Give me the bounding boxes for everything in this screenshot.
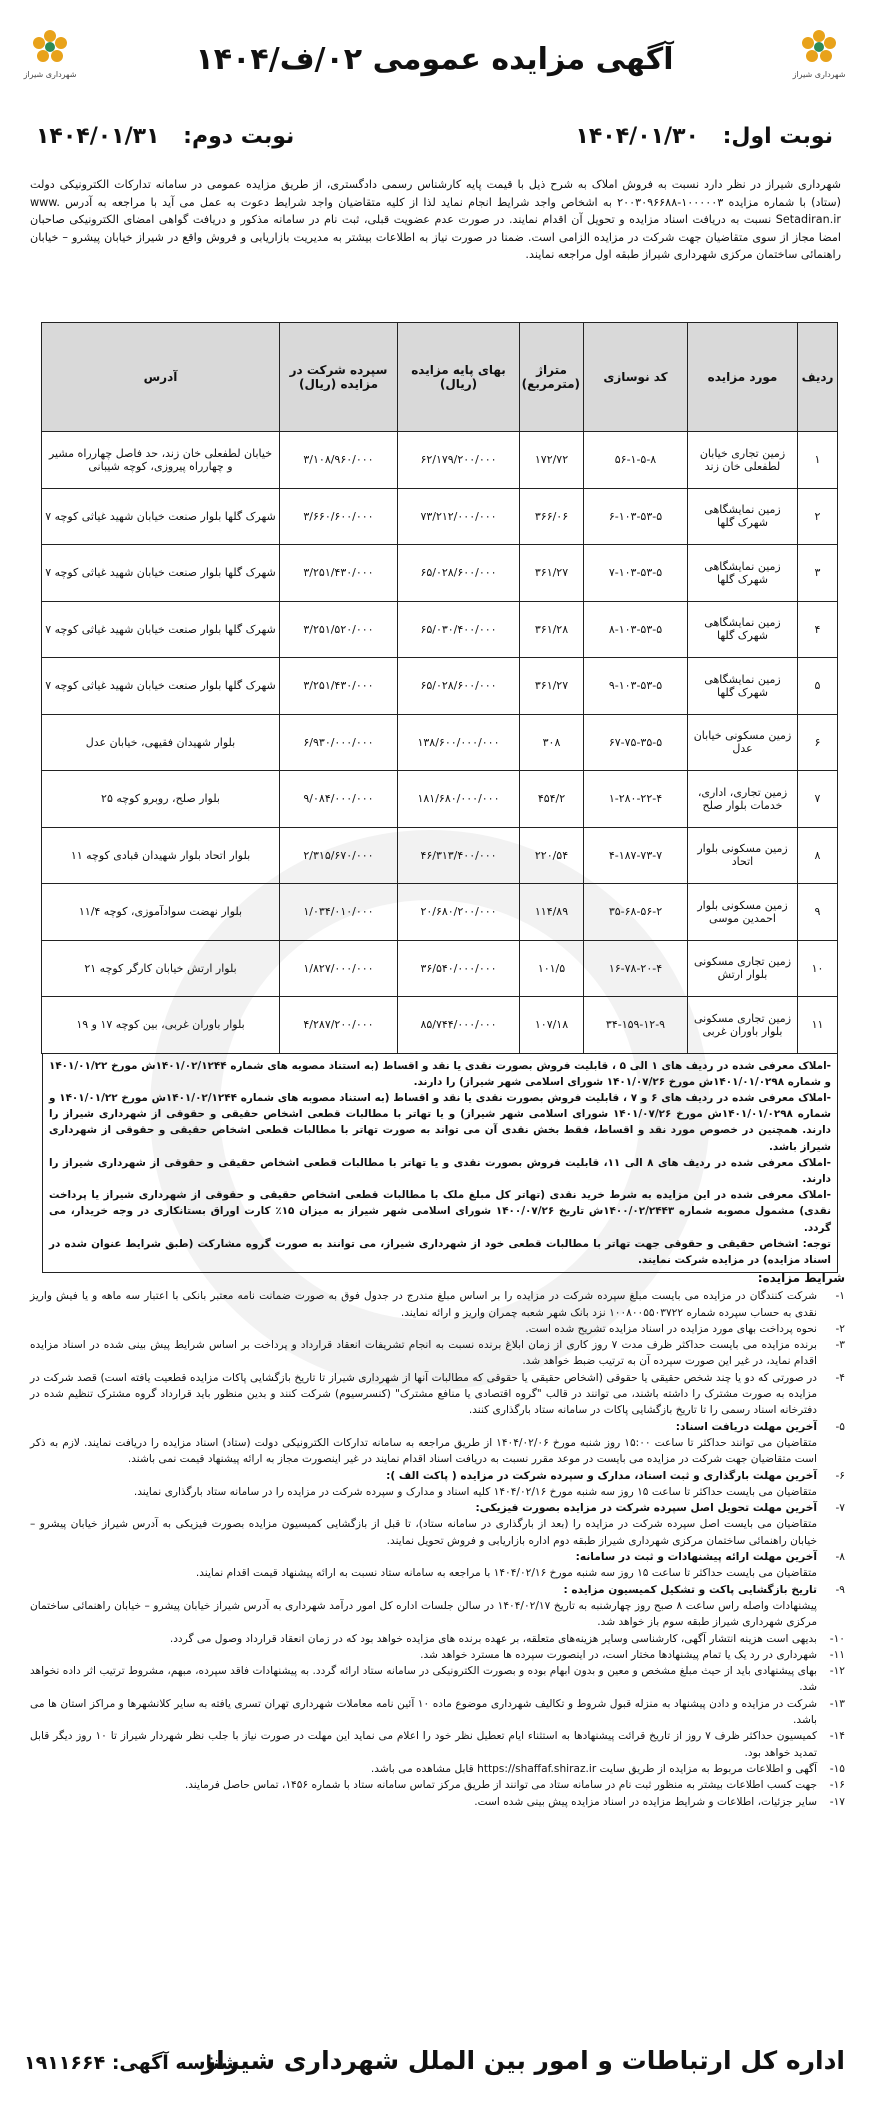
cell-deposit: ۱/۰۳۴/۰۱۰/۰۰۰ (280, 884, 398, 941)
condition-item (30, 1761, 845, 1777)
col-code: کد نوسازی (584, 323, 688, 432)
cell-base-price: ۱۸۱/۶۸۰/۰۰۰/۰۰۰ (398, 771, 520, 828)
notice-id-label: شناسه آگهی: (111, 2052, 240, 2074)
cell-renewal-code: ۱۶-۷۸-۲۰-۴ (584, 940, 688, 997)
condition-text: شهرداری در رد یک یا تمام پیشنهادها مختار است، در اینصورت سپرده ها مسترد خواهد شد. (420, 1648, 817, 1661)
cell-address: بلوار اتحاد بلوار شهیدان قبادی کوچه ۱۱ (42, 827, 280, 884)
cell-base-price: ۶۵/۰۲۸/۶۰۰/۰۰۰ (398, 658, 520, 715)
cell-area: ۳۶۱/۲۷ (520, 658, 584, 715)
condition-item (30, 1794, 845, 1810)
condition-number: ۶- (835, 1469, 845, 1482)
table-row (42, 432, 838, 489)
condition-number: ۱۴- (829, 1730, 845, 1743)
table-row (42, 714, 838, 771)
cell-subject: زمین نمایشگاهی شهرک گلها (688, 545, 798, 602)
condition-number: ۱۲- (829, 1665, 845, 1678)
cell-address: بلوار نهضت سوادآموزی، کوچه ۱۱/۴ (42, 884, 280, 941)
footer (24, 2046, 845, 2086)
condition-item (30, 1288, 845, 1321)
condition-text: جهت کسب اطلاعات بیشتر به منظور ثبت نام در سامانه ستاد می توانند از طریق مرکز تماس سامانه ستاد با شماره ۱۴۵۶، تماس حاصل فرمایند. (184, 1779, 817, 1792)
table-row (42, 997, 838, 1054)
condition-item (30, 1647, 845, 1663)
condition-text: پیشنهادات واصله راس ساعت ۸ صبح روز چهارشنبه به تاریخ ۱۴۰۴/۰۲/۱۷ در سالن جلسات اداره کل امور درآمد شهرداری به آدرس شیراز خیابان پیشرو – خیابان راهنمائی ساختمان مرکزی شهرداری شیراز طبقه سوم باز خواهد شد. (30, 1599, 817, 1629)
col-area: متراژ (مترمربع) (520, 323, 584, 432)
condition-number (817, 1565, 845, 1581)
condition-number: ۷- (835, 1502, 845, 1515)
cell-row-number: ۹ (798, 884, 838, 941)
condition-number (817, 1516, 845, 1549)
cell-address: بلوار ارتش خیابان کارگر کوچه ۲۱ (42, 940, 280, 997)
condition-text: سایر جزئیات، اطلاعات و شرایط مزایده در اسناد مزایده پیش بینی شده است. (474, 1795, 817, 1808)
condition-item (30, 1419, 845, 1435)
condition-number: ۱- (835, 1290, 845, 1303)
cell-address: خیابان لطفعلی خان زند، حد فاصل چهارراه مشیر و چهارراه پیروزی، کوچه شیبانی (42, 432, 280, 489)
table-note: -املاک معرفی شده در این مزایده به شرط خرید نقدی (تهاتر کل مبلغ ملک با مطالبات قطعی اشخاص حقیقی و حقوقی از شهرداری شیراز یا پرداخت نقدی) مشمول مصوبه شماره ۱۴۰۰/۰۲/۲۴۴۳ش تاریخ ۱۴۰۰/۰۷/۲۶ شورای اسلامی شهر شیراز به میزان ۱۵٪ کارت اوراق بستانکاری در وجه خریدار، می گردد. (49, 1189, 832, 1234)
condition-text: در صورتی که دو یا چند شخص حقیقی یا حقوقی (اشخاص حقیقی یا حقوقی که مطالبات آنها از شهرداری شیراز تا تاریخ بازگشایی پاکات مزایده قطعیت یافته است) قصد شرکت در مزایده به صورت مشترک را داشته باشند، می توانند در قالب "گروه اقتصادی یا منافع مشترک" (کنسرسیوم) شرکت کنند و بدین منظور باید قرارداد گروه مشترک تنظیم شده در دفترخانه اسناد رسمی را تا تاریخ بازگشایی پاکات در سامانه ستاد بارگذاری کنند. (30, 1371, 817, 1417)
col-deposit: سپرده شرکت در مزایده (ریال) (280, 323, 398, 432)
condition-text: آخرین مهلت دریافت اسناد: (675, 1420, 817, 1433)
intro-paragraph: شهرداری شیراز در نظر دارد نسبت به فروش املاک به شرح ذیل با قیمت پایه کارشناس رسمی دادگستری، از طریق مزایده عمومی در سامانه تدارکات الکترونیکی دولت (ستاد) با شماره مزایده ۱۰۰۰۰۰۳-۲۰۰۳۰۹۶۶۸۸ به اشخاص واجد شرایط انجام نماید لذا از کلیه متقاضیان واجد شرایط دعوت به عمل می آید با مراجعه به آدرس www. Setadiran.ir نسبت به دریافت اسناد مزایده و تحویل آن اقدام نمایند. در صورت عدم عضویت قبلی، ثبت نام در سامانه مذکور و دریافت گواهی امضای الکترونیکی صاحبان امضا مجاز از سوی متقاضیان جهت شرکت در مزایده الزامی است. ضمنا در صورت نیاز به اطلاعات بیشتر به مدیریت بازاریابی و فروش واقع در شیراز خیابان پیشرو – خیابان راهنمائی ساختمان مرکزی شهرداری شیراز طبقه اول مراجعه نمایند. (30, 178, 841, 261)
table-notes (42, 1054, 838, 1274)
cell-address: بلوار صلح، روبرو کوچه ۲۵ (42, 771, 280, 828)
condition-text: نحوه پرداخت بهای مورد مزایده در اسناد مزایده تشریح شده است. (525, 1322, 817, 1335)
cell-area: ۳۶۱/۲۷ (520, 545, 584, 602)
table-row (42, 940, 838, 997)
cell-row-number: ۳ (798, 545, 838, 602)
table-row (42, 771, 838, 828)
cell-area: ۱۰۷/۱۸ (520, 997, 584, 1054)
condition-text: متقاضیان می بایست اصل سپرده شرکت در مزایده را (بعد از بارگذاری در سامانه ستاد)، تا قبل از بازگشایی کمیسیون مزایده بصورت فیزیکی به آدرس شیراز خیابان پیشرو – خیابان راهنمائی ساختمان مرکزی شهرداری شیراز طبقه دوم اداره بازاریابی و فروش تحویل نمایند. (30, 1518, 817, 1547)
condition-item (30, 1435, 845, 1468)
second-date: ۱۴۰۴/۰۱/۳۱ (36, 124, 160, 149)
cell-address: شهرک گلها بلوار صنعت خیابان شهید غیاثی کوچه ۷ (42, 488, 280, 545)
condition-text: تاریخ بازگشایی پاکت و تشکیل کمیسیون مزایده : (563, 1583, 817, 1596)
notice-id (24, 2052, 239, 2074)
cell-renewal-code: ۹-۱۰۳-۵۳-۵ (584, 658, 688, 715)
cell-area: ۲۲۰/۵۴ (520, 827, 584, 884)
cell-address: شهرک گلها بلوار صنعت خیابان شهید غیاثی کوچه ۷ (42, 658, 280, 715)
cell-row-number: ۵ (798, 658, 838, 715)
auction-table (42, 322, 838, 1273)
cell-deposit: ۳/۱۰۸/۹۶۰/۰۰۰ (280, 432, 398, 489)
cell-subject: زمین مسکونی بلوار احمدین موسی (688, 884, 798, 941)
condition-number (817, 1484, 845, 1500)
table-row (42, 658, 838, 715)
cell-deposit: ۶/۹۳۰/۰۰۰/۰۰۰ (280, 714, 398, 771)
auction-conditions (30, 1270, 845, 1810)
cell-address: بلوار باوران غربی، بین کوچه ۱۷ و ۱۹ (42, 997, 280, 1054)
second-publication (28, 124, 302, 149)
cell-renewal-code: ۸-۱۰۳-۵۳-۵ (584, 601, 688, 658)
cell-base-price: ۴۶/۳۱۳/۴۰۰/۰۰۰ (398, 827, 520, 884)
condition-text: آخرین مهلت ارائه پیشنهادات و ثبت در سامانه: (575, 1551, 817, 1564)
table-row (42, 488, 838, 545)
table-note: -املاک معرفی شده در ردیف های ۸ الی ۱۱، قابلیت فروش بصورت نقدی و یا تهاتر با مطالبات قطعی اشخاص حقیقی و حقوقی از شهرداری شیراز را دارند. (49, 1156, 831, 1185)
cell-row-number: ۱۱ (798, 997, 838, 1054)
cell-address: شهرک گلها بلوار صنعت خیابان شهید غیاثی کوچه ۷ (42, 601, 280, 658)
condition-text: آخرین مهلت تحویل اصل سپرده شرکت در مزایده بصورت فیزیکی: (475, 1502, 817, 1515)
condition-item (30, 1337, 845, 1370)
cell-renewal-code: ۳۴-۱۵۹-۱۲-۹ (584, 997, 688, 1054)
notice-id-value: ۱۹۱۱۶۶۴ (24, 2052, 106, 2074)
cell-subject: زمین تجاری خیابان لطفعلی خان زند (688, 432, 798, 489)
condition-item (30, 1370, 845, 1419)
cell-deposit: ۳/۲۵۱/۵۲۰/۰۰۰ (280, 601, 398, 658)
cell-base-price: ۷۳/۲۱۲/۰۰۰/۰۰۰ (398, 488, 520, 545)
condition-item (30, 1468, 845, 1484)
condition-item (30, 1598, 845, 1631)
condition-text: متقاضیان می توانند حداکثر تا ساعت ۱۵:۰۰ روز شنبه مورخ ۱۴۰۴/۰۲/۰۶ از طریق مراجعه به سامانه تدارکات الکترونیکی دولت (ستاد) اسناد مزایده را دریافت نمایند. لازم به ذکر است متقاضیان جهت شرکت در مزایده می بایست در موعد مقرر نسبت به دریافت اسناد اقدام نمایند در غیر اینصورت مجاز به ارائه پیشنهاد قیمت نمی باشند. (30, 1436, 817, 1466)
cell-row-number: ۷ (798, 771, 838, 828)
condition-number: ۱۷- (829, 1795, 845, 1808)
cell-base-price: ۲۰/۶۸۰/۲۰۰/۰۰۰ (398, 884, 520, 941)
condition-item (30, 1777, 845, 1793)
cell-row-number: ۱۰ (798, 940, 838, 997)
col-row: ردیف (798, 323, 838, 432)
cell-renewal-code: ۳۵-۶۸-۵۶-۲ (584, 884, 688, 941)
condition-item (30, 1516, 845, 1549)
condition-text: شرکت کنندگان در مزایده می بایست مبلغ سپرده شرکت در مزایده را بر اساس مبلغ مندرج در جدول فوق به صورت ضمانت نامه معتبر بانکی با اعتبار سه ماهه و یا فیش واریز نقدی به حساب سپرده شماره ۱۰۰۸۰۰۵۵۰۳۷۲۲ نزد بانک شهر شعبه چمران واریز و ارائه نمایند. (30, 1290, 817, 1319)
condition-text: متقاضیان می بایست حداکثر تا ساعت ۱۵ روز سه شنبه مورخ ۱۴۰۴/۰۲/۱۶ کلیه اسناد و مدارک و سپرده شرکت در مزایده را در سامانه ستاد بارگذاری نمایند. (133, 1485, 817, 1498)
cell-base-price: ۳۶/۵۴۰/۰۰۰/۰۰۰ (398, 940, 520, 997)
cell-subject: زمین مسکونی بلوار اتحاد (688, 827, 798, 884)
cell-deposit: ۳/۶۶۰/۶۰۰/۰۰۰ (280, 488, 398, 545)
table-note: -املاک معرفی شده در ردیف های ۶ و ۷ ، قابلیت فروش بصورت نقدی یا نقد و اقساط (به استناد مصوبه های شماره ۱۴۰۱/۰۲/۱۲۴۴ش مورخ ۱۴۰۱/۰۱/۲۲ و شماره ۱۴۰۱/۰۱/۰۲۹۸ش مورخ ۱۴۰۱/۰۷/۲۶ شورای اسلامی شهر شیراز) و یا تهاتر با مطالبات قطعی اشخاص حقیقی و حقوقی از شهرداری شیراز را دارند. همچنین در خصوص مورد نقد و اقساط، فقط بخش نقدی آن می تواند به صورت تهاتر با مطالبات قطعی اشخاص حقیقی و حقوقی از شهرداری شیراز باشد. (49, 1091, 832, 1153)
cell-subject: زمین تجاری، اداری، خدمات بلوار صلح (688, 771, 798, 828)
condition-item (30, 1631, 845, 1647)
second-label: نوبت دوم: (183, 124, 295, 149)
first-publication (567, 124, 841, 149)
col-base-price: بهای پایه مزایده (ریال) (398, 323, 520, 432)
table-header-row (42, 323, 838, 432)
logo-caption: شهرداری شیراز (23, 70, 77, 79)
condition-text: کمیسیون حداکثر ظرف ۷ روز از تاریخ قرائت پیشنهادها به استثناء ایام تعطیل نظر خود را اعلام می نماید این مهلت در صورت نیاز با جلب نظر شهردار شیراز تا ۱۰ روز دیگر قابل تمدید خواهد بود. (30, 1730, 818, 1759)
cell-deposit: ۳/۲۵۱/۴۳۰/۰۰۰ (280, 545, 398, 602)
condition-number (817, 1435, 845, 1468)
condition-number: ۸- (835, 1551, 845, 1564)
cell-area: ۳۶۱/۲۸ (520, 601, 584, 658)
condition-number: ۱۶- (829, 1779, 845, 1792)
cell-subject: زمین تجاری مسکونی بلوار ارتش (688, 940, 798, 997)
col-subject: مورد مزایده (688, 323, 798, 432)
condition-item (30, 1321, 845, 1337)
condition-number: ۵- (835, 1420, 845, 1433)
condition-item (30, 1663, 845, 1696)
condition-item (30, 1549, 845, 1565)
cell-row-number: ۸ (798, 827, 838, 884)
cell-subject: زمین نمایشگاهی شهرک گلها (688, 601, 798, 658)
col-address: آدرس (42, 323, 280, 432)
cell-area: ۳۶۶/۰۶ (520, 488, 584, 545)
table-row (42, 545, 838, 602)
condition-number: ۹- (835, 1583, 845, 1596)
cell-subject: زمین تجاری مسکونی بلوار باوران غربی (688, 997, 798, 1054)
cell-row-number: ۲ (798, 488, 838, 545)
condition-number: ۲- (835, 1322, 845, 1335)
condition-number: ۱۳- (829, 1697, 845, 1710)
cell-deposit: ۲/۳۱۵/۶۷۰/۰۰۰ (280, 827, 398, 884)
condition-text: شرکت در مزایده و دادن پیشنهاد به منزله قبول شروط و تکالیف شهرداری موضوع ماده ۱۰ آئین نامه معاملات شهرداری تهران تسری یافته به سایر کلانشهرها و مراکز استان ها می باشد. (30, 1697, 817, 1727)
condition-item (30, 1582, 845, 1598)
cell-area: ۳۰۸ (520, 714, 584, 771)
condition-text: بهای پیشنهادی باید از حیث مبلغ مشخص و معین و بدون ابهام بوده و بصورت الکترونیکی در سامانه ستاد ارائه گردد. به پیشنهادات فاقد سپرده، مبهم، مشروط ترتیب اثر داده نخواهد شد. (30, 1665, 817, 1694)
condition-number: ۴- (835, 1371, 845, 1384)
condition-number (817, 1598, 845, 1631)
cell-renewal-code: ۴-۱۸۷-۷۳-۷ (584, 827, 688, 884)
first-date: ۱۴۰۴/۰۱/۳۰ (575, 124, 699, 149)
cell-address: شهرک گلها بلوار صنعت خیابان شهید غیاثی کوچه ۷ (42, 545, 280, 602)
condition-item (30, 1565, 845, 1581)
condition-item (30, 1484, 845, 1500)
cell-deposit: ۳/۲۵۱/۴۳۰/۰۰۰ (280, 658, 398, 715)
table-row (42, 601, 838, 658)
cell-row-number: ۱ (798, 432, 838, 489)
cell-base-price: ۸۵/۷۴۴/۰۰۰/۰۰۰ (398, 997, 520, 1054)
cell-area: ۱۷۲/۷۲ (520, 432, 584, 489)
cell-base-price: ۱۳۸/۶۰۰/۰۰۰/۰۰۰ (398, 714, 520, 771)
cell-row-number: ۶ (798, 714, 838, 771)
cell-deposit: ۹/۰۸۴/۰۰۰/۰۰۰ (280, 771, 398, 828)
cell-renewal-code: ۷-۱۰۳-۵۳-۵ (584, 545, 688, 602)
condition-text: برنده مزایده می بایست حداکثر ظرف مدت ۷ روز کاری از زمان ابلاغ برنده نسبت به انجام تشریفات انعقاد قرارداد و پرداخت بر اساس شرایط پیش بینی شده در اسناد مزایده اقدام نماید، در غیر این صورت سپرده آن به ترتیب ضبط خواهد شد. (30, 1339, 817, 1368)
condition-item (30, 1500, 845, 1516)
condition-text: آخرین مهلت بارگذاری و ثبت اسناد، مدارک و سپرده شرکت در مزایده ( پاکت الف ): (386, 1469, 817, 1482)
condition-text: آگهی و اطلاعات مربوط به مزایده از طریق سایت https://shaffaf.shiraz.ir قابل مشاهده می باشد. (370, 1762, 817, 1775)
table-row (42, 827, 838, 884)
cell-row-number: ۴ (798, 601, 838, 658)
cell-deposit: ۱/۸۲۷/۰۰۰/۰۰۰ (280, 940, 398, 997)
first-label: نوبت اول: (722, 124, 833, 149)
cell-area: ۴۵۴/۲ (520, 771, 584, 828)
cell-base-price: ۶۵/۰۳۰/۴۰۰/۰۰۰ (398, 601, 520, 658)
cell-area: ۱۱۴/۸۹ (520, 884, 584, 941)
conditions-heading: شرایط مزایده: (757, 1271, 845, 1285)
cell-subject: زمین مسکونی خیابان عدل (688, 714, 798, 771)
table-note: توجه: اشخاص حقیقی و حقوقی جهت تهاتر با مطالبات قطعی خود از شهرداری شیراز، می توانند به صورت گروه مشارکت (طبق شرایط عنوان شده در اسناد مزایده) در مزایده شرکت نمایند. (49, 1237, 831, 1266)
condition-item (30, 1696, 845, 1729)
cell-area: ۱۰۱/۵ (520, 940, 584, 997)
condition-item (30, 1728, 845, 1761)
cell-base-price: ۶۵/۰۲۸/۶۰۰/۰۰۰ (398, 545, 520, 602)
cell-deposit: ۴/۲۸۷/۲۰۰/۰۰۰ (280, 997, 398, 1054)
table-note: -املاک معرفی شده در ردیف های ۱ الی ۵ ، قابلیت فروش بصورت نقدی یا نقد و اقساط (به استناد مصوبه های شماره ۱۴۰۱/۰۲/۱۲۴۴ش مورخ ۱۴۰۱/۰۱/۲۲ و شماره ۱۴۰۱/۰۱/۰۲۹۸ش مورخ ۱۴۰۱/۰۷/۲۶ شورای اسلامی شهر شیراز) را دارند. (49, 1059, 831, 1088)
condition-number: ۳- (835, 1339, 845, 1352)
cell-renewal-code: ۶-۱۰۳-۵۳-۵ (584, 488, 688, 545)
cell-address: بلوار شهیدان فقیهی، خیابان عدل (42, 714, 280, 771)
logo-caption: شهرداری شیراز (792, 70, 846, 79)
footer-org: اداره کل ارتباطات و امور بین الملل شهرداری شیراز (201, 2046, 845, 2075)
cell-renewal-code: ۱-۲۸۰-۲۲-۴ (584, 771, 688, 828)
condition-text: متقاضیان می بایست حداکثر تا ساعت ۱۵ روز سه شنبه مورخ ۱۴۰۴/۰۲/۱۶ با مراجعه به سامانه ستاد نسبت به ارائه پیشنهاد قیمت اقدام نمایند. (195, 1567, 817, 1580)
page-title: آگهی مزایده عمومی ۰۲/ف/۱۴۰۴ (195, 42, 674, 77)
cell-base-price: ۶۲/۱۷۹/۲۰۰/۰۰۰ (398, 432, 520, 489)
cell-subject: زمین نمایشگاهی شهرک گلها (688, 658, 798, 715)
cell-renewal-code: ۶۷-۷۵-۳۵-۵ (584, 714, 688, 771)
cell-renewal-code: ۵۶-۱-۵-۸ (584, 432, 688, 489)
condition-number: ۱۵- (829, 1762, 845, 1775)
cell-subject: زمین نمایشگاهی شهرک گلها (688, 488, 798, 545)
condition-text: بدیهی است هزینه انتشار آگهی، کارشناسی وسایر هزینه‌های متعلقه، بر عهده برنده های مزایده خواهد بود که در زمان انعقاد قرارداد وصول می گردد. (169, 1632, 817, 1645)
table-row (42, 884, 838, 941)
condition-number: ۱۰- (829, 1632, 845, 1645)
condition-number: ۱۱- (829, 1648, 845, 1661)
